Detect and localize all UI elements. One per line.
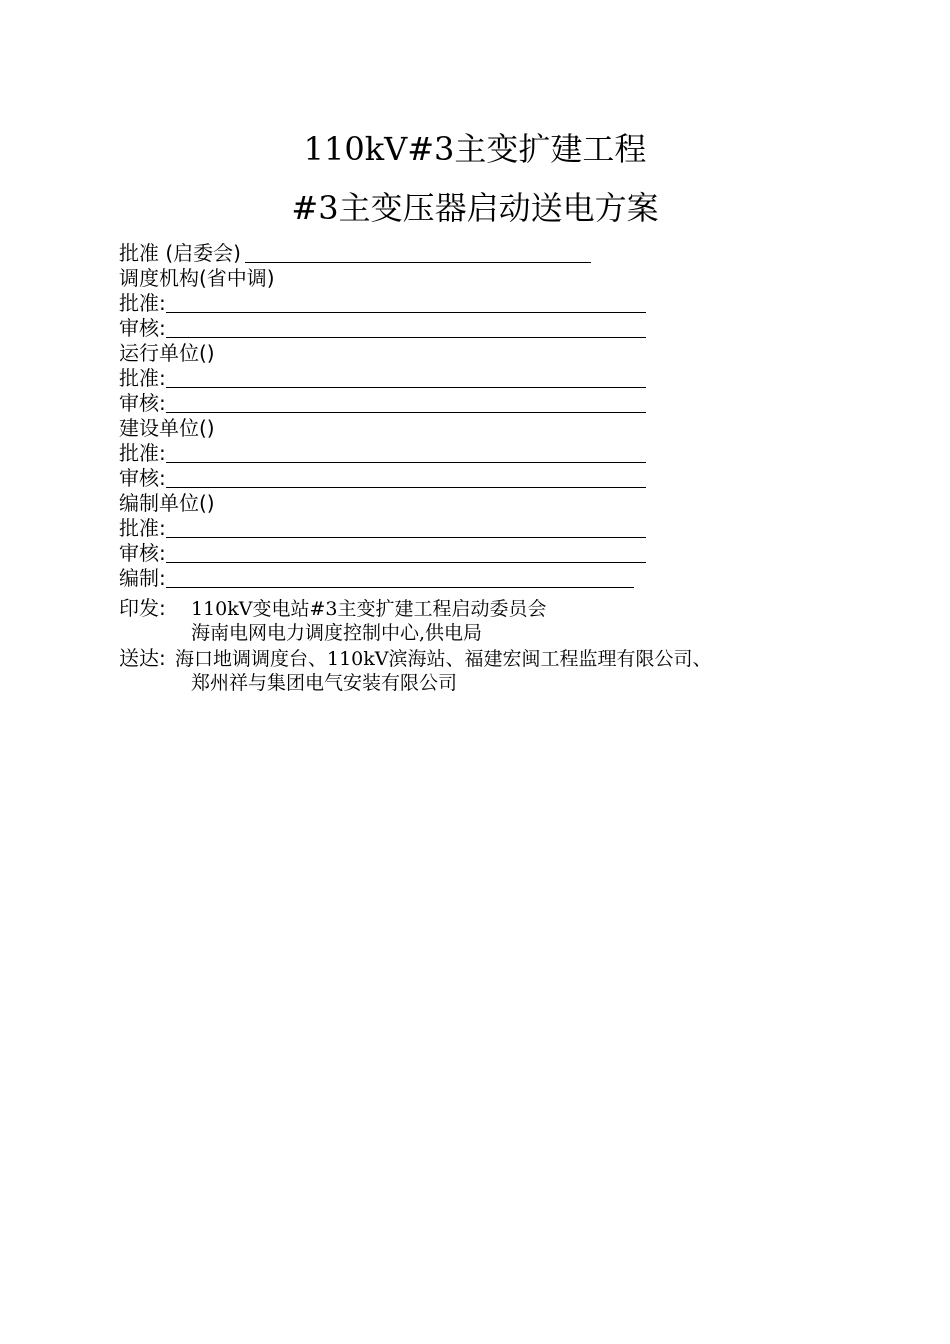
construction-header: 建设单位() [119,416,215,440]
document-title: 110kV#3主变扩建工程 [303,130,647,168]
operation-approve-signature-line[interactable] [166,365,646,388]
issue-line-2: 海南电网电力调度控制中心,供电局 [191,622,483,644]
operation-review-signature-line[interactable] [166,390,646,413]
operation-review-label: 审核: [119,391,166,415]
issue-label: 印发: [119,596,166,620]
compile-header: 编制单位() [119,491,215,515]
approval-block [119,241,646,591]
send-label: 送达: [119,646,166,670]
construction-approve-label: 批准: [119,441,166,465]
dispatch-review-signature-line[interactable] [166,315,646,338]
operation-header-row [119,341,646,366]
compile-review-row [119,541,646,566]
dispatch-header-row [119,266,646,291]
compile-author-signature-line[interactable] [166,565,634,588]
committee-signature-line[interactable] [245,240,591,263]
send-line-1: 海口地调调度台、110kV滨海站、福建宏闽工程监理有限公司、 [175,648,712,670]
committee-approval-row [119,241,646,266]
construction-review-signature-line[interactable] [166,465,646,488]
send-row-continued [119,671,712,696]
distribution-block [119,596,712,696]
compile-author-label: 编制: [119,566,166,590]
construction-approve-signature-line[interactable] [166,440,646,463]
construction-review-label: 审核: [119,466,166,490]
operation-header: 运行单位() [119,341,215,365]
operation-review-row [119,391,646,416]
compile-header-row [119,491,646,516]
compile-approve-row [119,516,646,541]
compile-review-signature-line[interactable] [166,540,646,563]
compile-approve-label: 批准: [119,516,166,540]
send-line-2: 郑州祥与集团电气安装有限公司 [191,672,458,694]
construction-approve-row [119,441,646,466]
dispatch-header: 调度机构(省中调) [119,266,275,290]
construction-review-row [119,466,646,491]
compile-approve-signature-line[interactable] [166,515,646,538]
compile-review-label: 审核: [119,541,166,565]
issue-row-continued [119,621,712,646]
construction-header-row [119,416,646,441]
dispatch-approve-signature-line[interactable] [166,290,646,313]
document-subtitle: #3主变压器启动送电方案 [291,189,659,227]
dispatch-review-label: 审核: [119,316,166,340]
issue-row [119,596,712,621]
operation-approve-row [119,366,646,391]
dispatch-review-row [119,316,646,341]
committee-approval-label: 批准 (启委会) [119,241,241,265]
issue-line-1: 110kV变电站#3主变扩建工程启动委员会 [191,598,547,620]
dispatch-approve-row [119,291,646,316]
send-row [119,646,712,671]
dispatch-approve-label: 批准: [119,291,166,315]
compile-author-row [119,566,646,591]
operation-approve-label: 批准: [119,366,166,390]
